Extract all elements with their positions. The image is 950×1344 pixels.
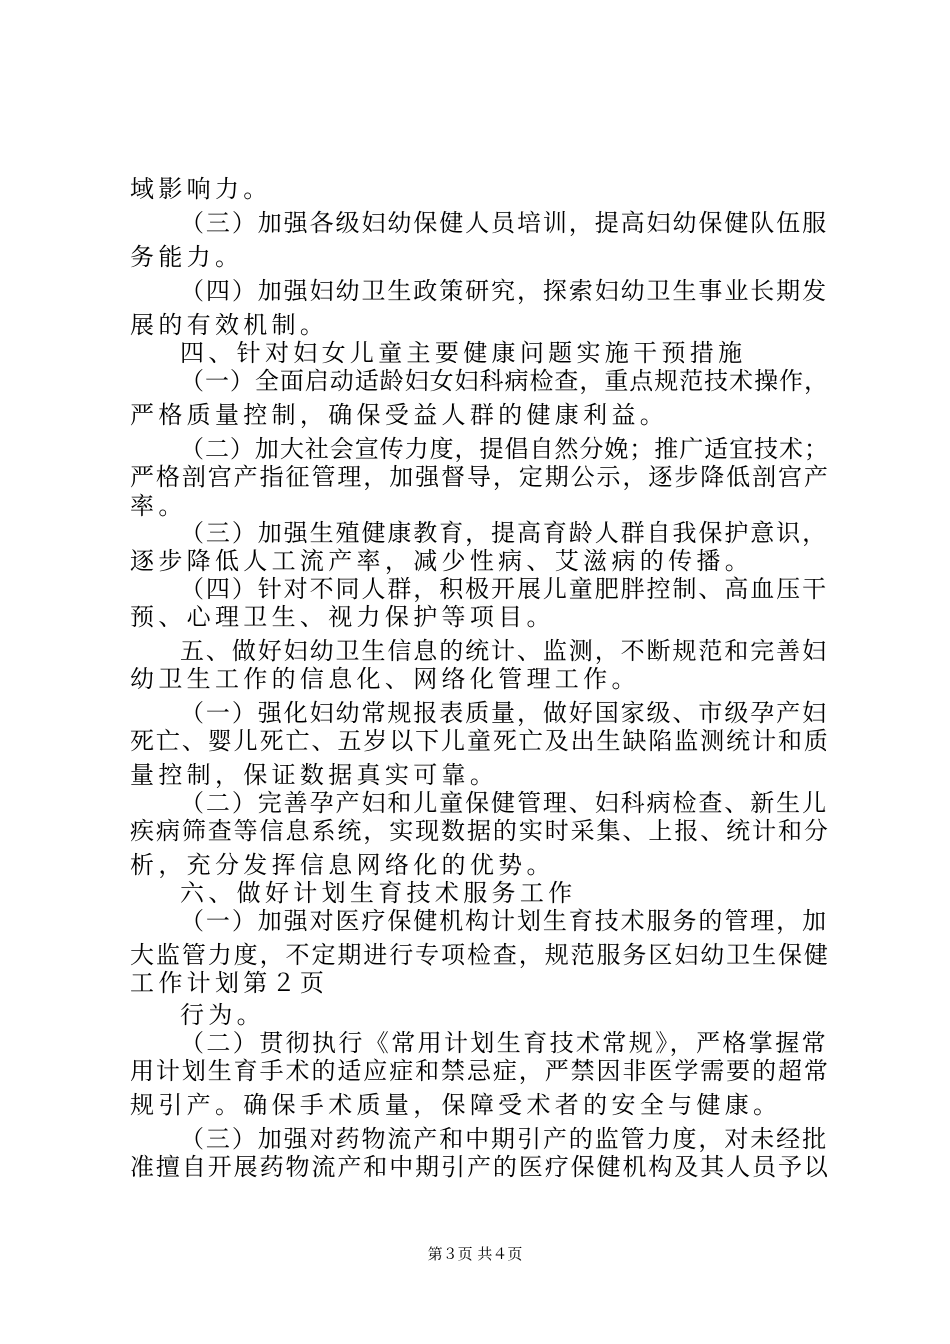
text-line-4: （四）加强妇幼卫生政策研究，探索妇幼卫生事业长期发 xyxy=(180,277,828,305)
text-line-17: 幼卫生工作的信息化、网络化管理工作。 xyxy=(130,665,640,693)
text-line-23: 析，充分发挥信息网络化的优势。 xyxy=(130,851,555,879)
text-line-27: 工作计划第２页 xyxy=(130,969,329,997)
text-line-28: 行为。 xyxy=(180,1001,265,1029)
text-line-21: （二）完善孕产妇和儿童保健管理、妇科病检查、新生儿 xyxy=(180,789,828,817)
section-heading-4: 四、针对妇女儿童主要健康问题实施干预措施 xyxy=(180,339,747,367)
text-line-20: 量控制，保证数据真实可靠。 xyxy=(130,761,499,789)
text-line-10: 严格剖宫产指征管理，加强督导，定期公示，逐步降低剖宫产 xyxy=(130,463,830,491)
page-number-footer: 第３页 共４页 xyxy=(427,1245,523,1263)
text-line-22: 疾病筛查等信息系统，实现数据的实时采集、上报、统计和分 xyxy=(130,817,830,845)
text-line-26: 大监管力度，不定期进行专项检查，规范服务区妇幼卫生保健 xyxy=(130,941,830,969)
section-heading-5: 五、做好妇幼卫生信息的统计、监测，不断规范和完善妇 xyxy=(180,637,828,665)
text-line-1: 域影响力。 xyxy=(130,175,272,203)
text-line-9: （二）加大社会宣传力度，提倡自然分娩；推广适宜技术； xyxy=(180,435,829,463)
section-heading-6: 六、做好计划生育技术服务工作 xyxy=(180,879,577,907)
text-line-33: 准擅自开展药物流产和中期引产的医疗保健机构及其人员予以 xyxy=(130,1153,830,1181)
text-line-2: （三）加强各级妇幼保健人员培训，提高妇幼保健队伍服 xyxy=(180,209,828,237)
text-line-15: 预、心理卫生、视力保护等项目。 xyxy=(130,603,555,631)
text-line-32: （三）加强对药物流产和中期引产的监管力度，对未经批 xyxy=(180,1125,828,1153)
text-line-5: 展的有效机制。 xyxy=(130,311,329,339)
text-line-8: 严格质量控制，确保受益人群的健康利益。 xyxy=(130,401,669,429)
text-line-29: （二）贯彻执行《常用计划生育技术常规》，严格掌握常 xyxy=(180,1029,828,1057)
text-line-11: 率。 xyxy=(130,492,187,520)
text-line-13: 逐步降低人工流产率，减少性病、艾滋病的传播。 xyxy=(130,547,754,575)
text-line-14: （四）针对不同人群，积极开展儿童肥胖控制、高血压干 xyxy=(180,575,828,603)
text-line-30: 用计划生育手术的适应症和禁忌症，严禁因非医学需要的超常 xyxy=(130,1057,830,1085)
text-line-3: 务能力。 xyxy=(130,243,244,271)
text-line-7: （一）全面启动适龄妇女妇科病检查，重点规范技术操作， xyxy=(180,367,829,395)
text-line-18: （一）强化妇幼常规报表质量，做好国家级、市级孕产妇 xyxy=(180,699,828,727)
text-line-19: 死亡、婴儿死亡、五岁以下儿童死亡及出生缺陷监测统计和质 xyxy=(130,727,830,755)
text-line-31: 规引产。确保手术质量，保障受术者的安全与健康。 xyxy=(130,1091,782,1119)
text-line-25: （一）加强对医疗保健机构计划生育技术服务的管理，加 xyxy=(180,907,828,935)
text-line-12: （三）加强生殖健康教育，提高育龄人群自我保护意识， xyxy=(180,519,828,547)
